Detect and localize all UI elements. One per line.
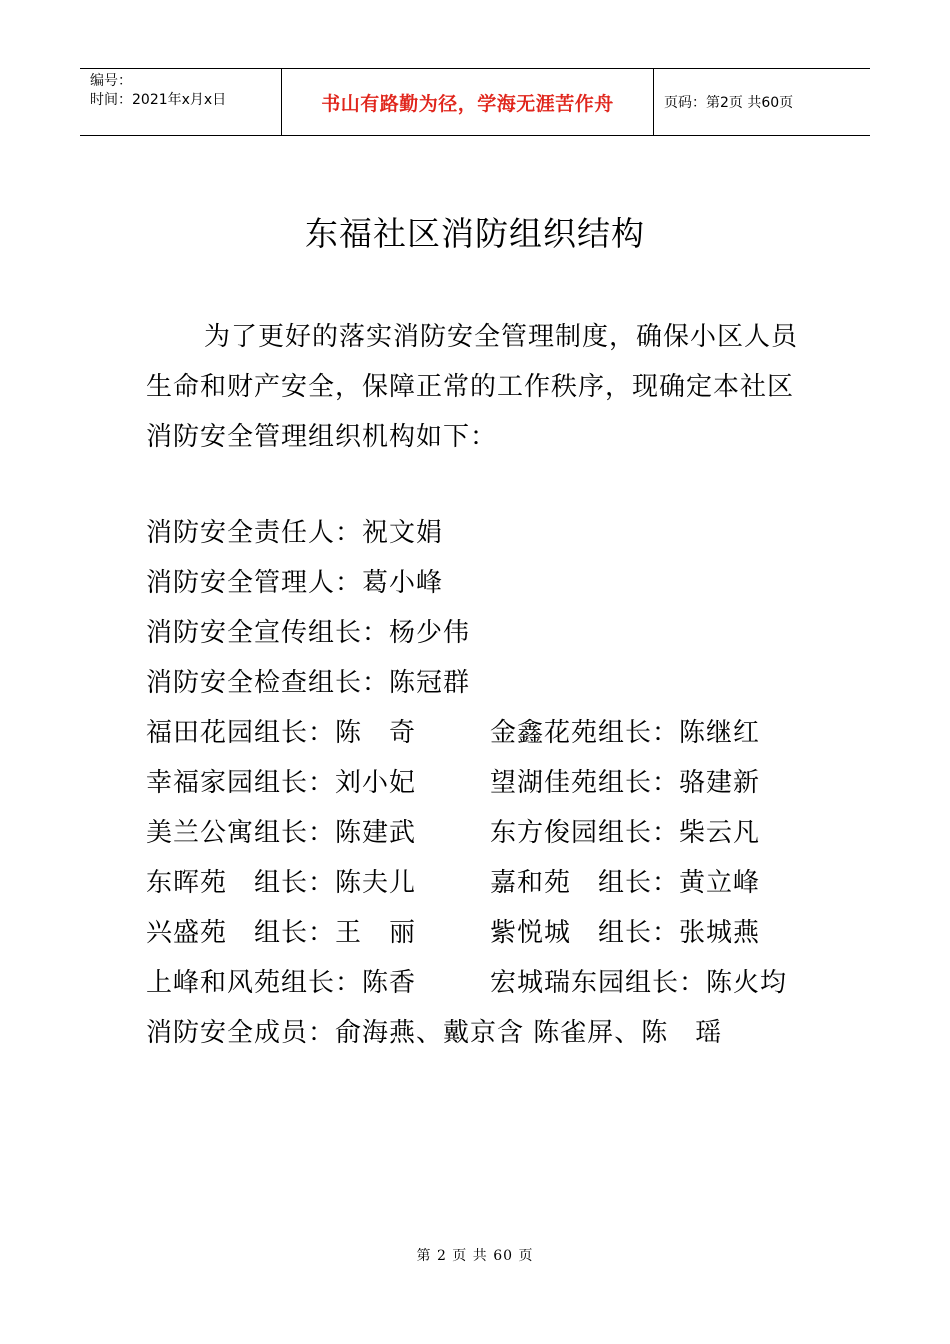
header-motto: 书山有路勤为径，学海无涯苦作舟 [321,92,614,115]
organization-list [146,508,787,1058]
group-leader-right: 紫悦城 组长：张城燕 [490,918,761,948]
group-leader-right: 宏城瑞东园组长：陈火均 [490,968,788,998]
document-time-label: 时间：2021年x月x日 [90,92,227,108]
header-page-cell [654,69,870,135]
group-leader-right: 望湖佳苑组长：骆建新 [490,768,761,798]
group-leader-right: 金鑫花苑组长：陈继红 [490,718,761,748]
intro-paragraph: 为了更好的落实消防安全管理制度，确保小区人员生命和财产安全，保障正常的工作秩序，现确定本社区消防安全管理组织机构如下： [146,322,799,452]
group-leader-right: 东方俊园组长：柴云凡 [490,818,761,848]
group-leader-left: 福田花园组长：陈 奇 [146,718,417,748]
group-leader-row [146,808,787,858]
group-leader-row [146,858,787,908]
role-line: 消防安全责任人：祝文娟 [146,518,444,548]
group-leader-left: 上峰和风苑组长：陈香 [146,968,417,998]
header-meta [80,69,282,135]
group-leader-left: 美兰公寓组长：陈建武 [146,818,417,848]
group-leader-left: 幸福家园组长：刘小妃 [146,768,417,798]
header-motto-cell [282,69,654,135]
role-line: 消防安全检查组长：陈冠群 [146,668,471,698]
group-leader-row [146,708,787,758]
members-line: 消防安全成员：俞海燕、戴京含 陈雀屏、陈 瑶 [146,1018,723,1048]
group-leader-left: 兴盛苑 组长：王 丽 [146,918,417,948]
group-leader-row [146,958,787,1008]
group-leader-row [146,908,787,958]
document-number-label: 编号： [90,73,132,89]
role-line: 消防安全管理人：葛小峰 [146,568,444,598]
role-line: 消防安全宣传组长：杨少伟 [146,618,471,648]
group-leader-right: 嘉和苑 组长：黄立峰 [490,868,761,898]
document-title: 东福社区消防组织结构 [305,214,645,253]
group-leader-left: 东晖苑 组长：陈夫儿 [146,868,417,898]
header-page-label: 页码：第2页 共60页 [664,95,794,111]
page-footer: 第 2 页 共 60 页 [416,1248,534,1264]
group-leader-row [146,758,787,808]
document-header [80,68,870,136]
